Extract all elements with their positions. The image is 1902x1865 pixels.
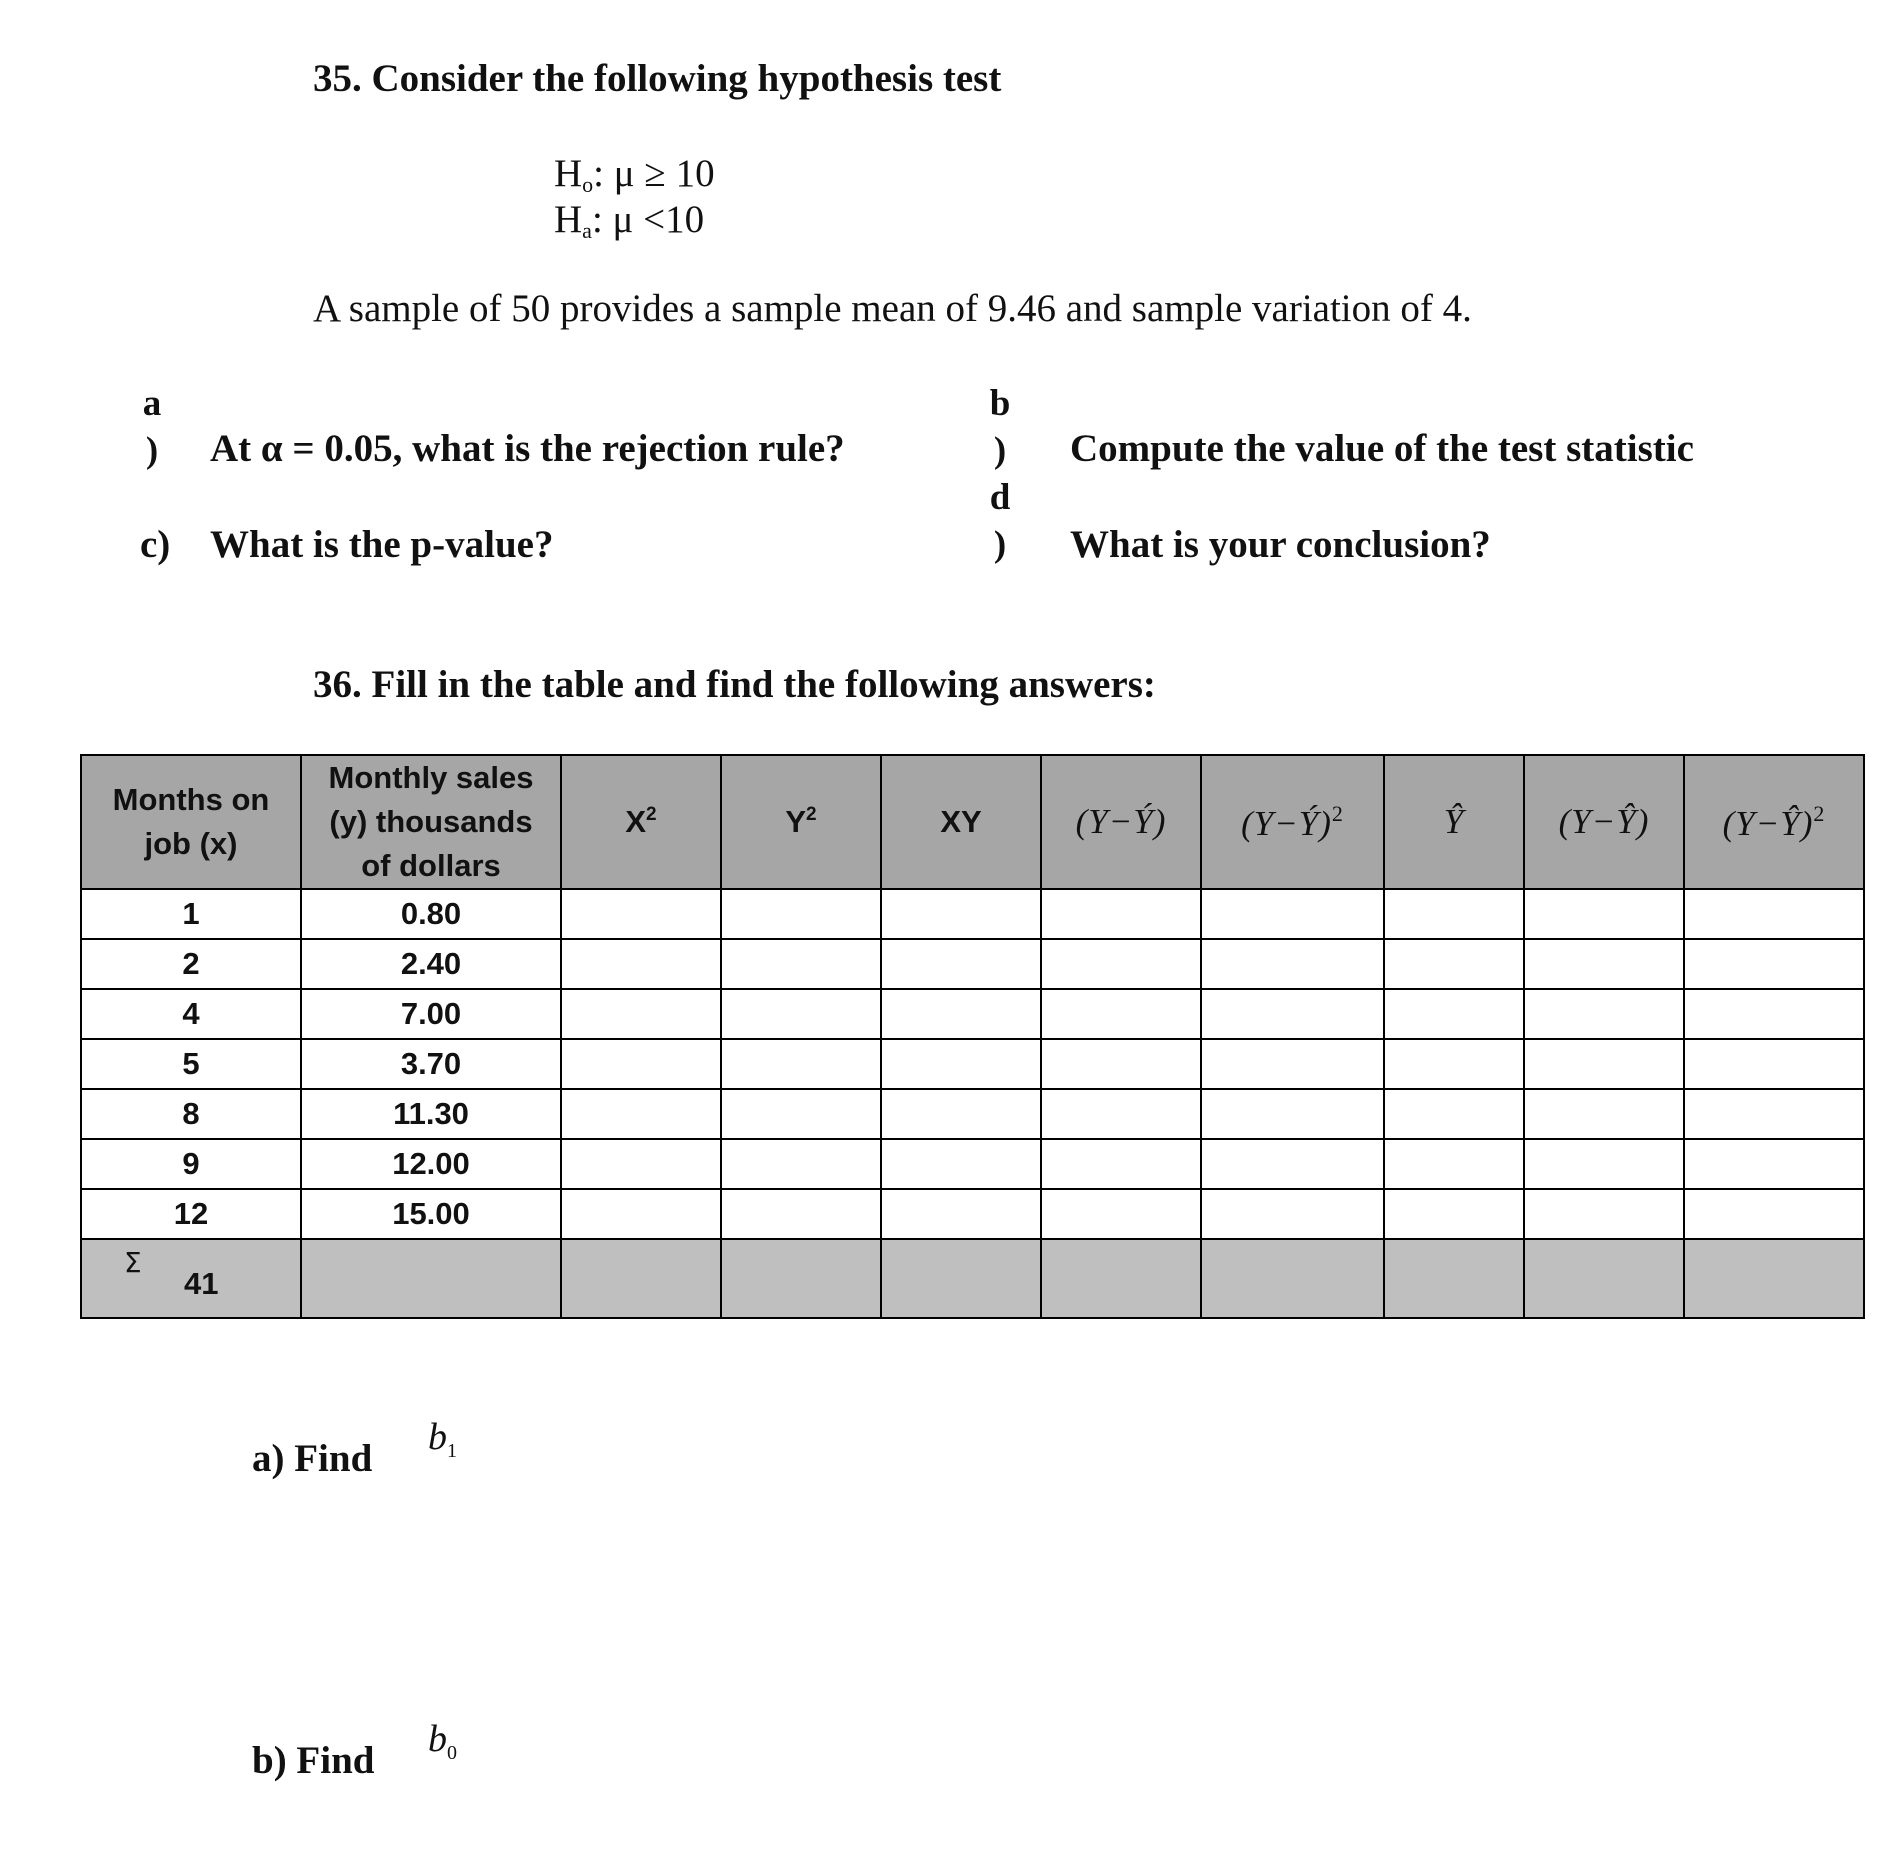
blank-answer-cell[interactable]	[721, 989, 881, 1039]
blank-answer-cell[interactable]	[1684, 889, 1864, 939]
sum-cell[interactable]	[721, 1239, 881, 1318]
table-row	[81, 939, 1864, 989]
sample-description: A sample of 50 provides a sample mean of 9.46 and sample variation of 4.	[313, 287, 1472, 330]
y-value-cell: 11.30	[301, 1089, 561, 1139]
blank-answer-cell[interactable]	[881, 1139, 1041, 1189]
part-b-letter: b	[989, 383, 1011, 424]
b0-symbol: $b_0$	[428, 1718, 457, 1764]
blank-answer-cell[interactable]	[1684, 1039, 1864, 1089]
part-b-paren: )	[993, 430, 1007, 471]
blank-answer-cell[interactable]	[1684, 1189, 1864, 1239]
y-value-cell: 12.00	[301, 1139, 561, 1189]
y-value-cell: 7.00	[301, 989, 561, 1039]
blank-answer-cell[interactable]	[1041, 1139, 1201, 1189]
blank-answer-cell[interactable]	[1201, 1039, 1384, 1089]
blank-answer-cell[interactable]	[561, 989, 721, 1039]
blank-answer-cell[interactable]	[721, 1039, 881, 1089]
blank-answer-cell[interactable]	[1684, 1089, 1864, 1139]
blank-answer-cell[interactable]	[561, 889, 721, 939]
y-value-cell: 0.80	[301, 889, 561, 939]
header-monthly-sales: Monthly sales (y) thousands of dollars	[301, 755, 561, 889]
y-value-cell: 15.00	[301, 1189, 561, 1239]
part-a-question: At α = 0.05, what is the rejection rule?	[210, 427, 845, 470]
blank-answer-cell[interactable]	[1384, 1189, 1524, 1239]
alternative-hypothesis: $H_a$: μ <10	[554, 198, 705, 243]
blank-answer-cell[interactable]	[1041, 989, 1201, 1039]
blank-answer-cell[interactable]	[1524, 939, 1684, 989]
blank-answer-cell[interactable]	[1524, 1139, 1684, 1189]
header-months-on-job: Months on job (x)	[81, 755, 301, 889]
blank-answer-cell[interactable]	[1384, 1089, 1524, 1139]
sum-cell[interactable]	[1041, 1239, 1201, 1318]
sum-x-value: 41	[184, 1266, 219, 1301]
header-y-minus-ybar: (Y−Ý)	[1041, 755, 1201, 889]
question-35-title: 35. Consider the following hypothesis test	[313, 57, 1002, 100]
blank-answer-cell[interactable]	[1524, 1189, 1684, 1239]
blank-answer-cell[interactable]	[1201, 1139, 1384, 1189]
blank-answer-cell[interactable]	[1384, 939, 1524, 989]
blank-answer-cell[interactable]	[1041, 1089, 1201, 1139]
sum-x-cell	[81, 1239, 301, 1318]
sum-cell[interactable]	[561, 1239, 721, 1318]
blank-answer-cell[interactable]	[881, 889, 1041, 939]
x-value-cell: 12	[81, 1189, 301, 1239]
table-row	[81, 889, 1864, 939]
blank-answer-cell[interactable]	[561, 1139, 721, 1189]
blank-answer-cell[interactable]	[721, 1189, 881, 1239]
question-36-title: 36. Fill in the table and find the following answers:	[313, 663, 1156, 706]
header-y-minus-ybar-squared: (Y−Ý)$^2$	[1201, 755, 1384, 889]
blank-answer-cell[interactable]	[1524, 889, 1684, 939]
find-b0-label: b) Find	[252, 1739, 375, 1782]
table-row	[81, 1189, 1864, 1239]
sum-cell[interactable]	[1684, 1239, 1864, 1318]
blank-answer-cell[interactable]	[881, 1039, 1041, 1089]
blank-answer-cell[interactable]	[561, 939, 721, 989]
table-header-row	[81, 755, 1864, 889]
y-value-cell: 3.70	[301, 1039, 561, 1089]
part-d-paren: )	[993, 524, 1007, 565]
blank-answer-cell[interactable]	[1384, 1039, 1524, 1089]
header-residual: (Y−Ŷ)	[1524, 755, 1684, 889]
blank-answer-cell[interactable]	[1201, 939, 1384, 989]
blank-answer-cell[interactable]	[1384, 989, 1524, 1039]
part-d-letter: d	[989, 477, 1011, 518]
blank-answer-cell[interactable]	[721, 1089, 881, 1139]
blank-answer-cell[interactable]	[1524, 1089, 1684, 1139]
part-a-letter: a	[142, 383, 162, 424]
blank-answer-cell[interactable]	[561, 1089, 721, 1139]
sigma-symbol: Σ	[124, 1246, 142, 1279]
blank-answer-cell[interactable]	[1684, 989, 1864, 1039]
part-c-label: c)	[140, 523, 171, 566]
part-b-question: Compute the value of the test statistic	[1070, 427, 1694, 470]
null-hypothesis: $H_o$: μ ≥ 10	[554, 152, 715, 197]
blank-answer-cell[interactable]	[881, 939, 1041, 989]
blank-answer-cell[interactable]	[1041, 1189, 1201, 1239]
header-y-squared: $Y^2$	[721, 755, 881, 889]
blank-answer-cell[interactable]	[1524, 1039, 1684, 1089]
y-value-cell: 2.40	[301, 939, 561, 989]
blank-answer-cell[interactable]	[881, 1089, 1041, 1139]
blank-answer-cell[interactable]	[1524, 989, 1684, 1039]
sum-cell[interactable]	[881, 1239, 1041, 1318]
blank-answer-cell[interactable]	[1384, 1139, 1524, 1189]
blank-answer-cell[interactable]	[561, 1039, 721, 1089]
regression-table	[80, 754, 1865, 1319]
blank-answer-cell[interactable]	[1201, 989, 1384, 1039]
blank-answer-cell[interactable]	[1041, 889, 1201, 939]
table-row	[81, 1039, 1864, 1089]
header-y-hat: Ŷ	[1384, 755, 1524, 889]
blank-answer-cell[interactable]	[721, 889, 881, 939]
x-value-cell: 5	[81, 1039, 301, 1089]
blank-answer-cell[interactable]	[561, 1189, 721, 1239]
header-x-squared: $X^2$	[561, 755, 721, 889]
table-row	[81, 989, 1864, 1039]
x-value-cell: 8	[81, 1089, 301, 1139]
x-value-cell: 4	[81, 989, 301, 1039]
sum-row	[81, 1239, 1864, 1318]
b1-symbol: $b_1$	[428, 1416, 457, 1462]
part-c-question: What is the p-value?	[210, 523, 554, 566]
blank-answer-cell[interactable]	[1201, 889, 1384, 939]
blank-answer-cell[interactable]	[1041, 939, 1201, 989]
find-b1-label: a) Find	[252, 1437, 373, 1480]
x-value-cell: 1	[81, 889, 301, 939]
x-value-cell: 2	[81, 939, 301, 989]
sum-cell[interactable]	[1201, 1239, 1384, 1318]
header-xy: XY	[881, 755, 1041, 889]
blank-answer-cell[interactable]	[881, 1189, 1041, 1239]
sum-cell[interactable]	[1524, 1239, 1684, 1318]
part-d-question: What is your conclusion?	[1070, 523, 1491, 566]
blank-answer-cell[interactable]	[1384, 889, 1524, 939]
sum-cell[interactable]	[301, 1239, 561, 1318]
header-residual-squared: (Y−Ŷ)$^2$	[1684, 755, 1864, 889]
blank-answer-cell[interactable]	[721, 939, 881, 989]
blank-answer-cell[interactable]	[1684, 1139, 1864, 1189]
blank-answer-cell[interactable]	[881, 989, 1041, 1039]
table-row	[81, 1089, 1864, 1139]
blank-answer-cell[interactable]	[1684, 939, 1864, 989]
blank-answer-cell[interactable]	[721, 1139, 881, 1189]
table-row	[81, 1139, 1864, 1189]
sum-cell[interactable]	[1384, 1239, 1524, 1318]
part-a-paren: )	[145, 430, 159, 471]
blank-answer-cell[interactable]	[1201, 1189, 1384, 1239]
blank-answer-cell[interactable]	[1041, 1039, 1201, 1089]
x-value-cell: 9	[81, 1139, 301, 1189]
blank-answer-cell[interactable]	[1201, 1089, 1384, 1139]
